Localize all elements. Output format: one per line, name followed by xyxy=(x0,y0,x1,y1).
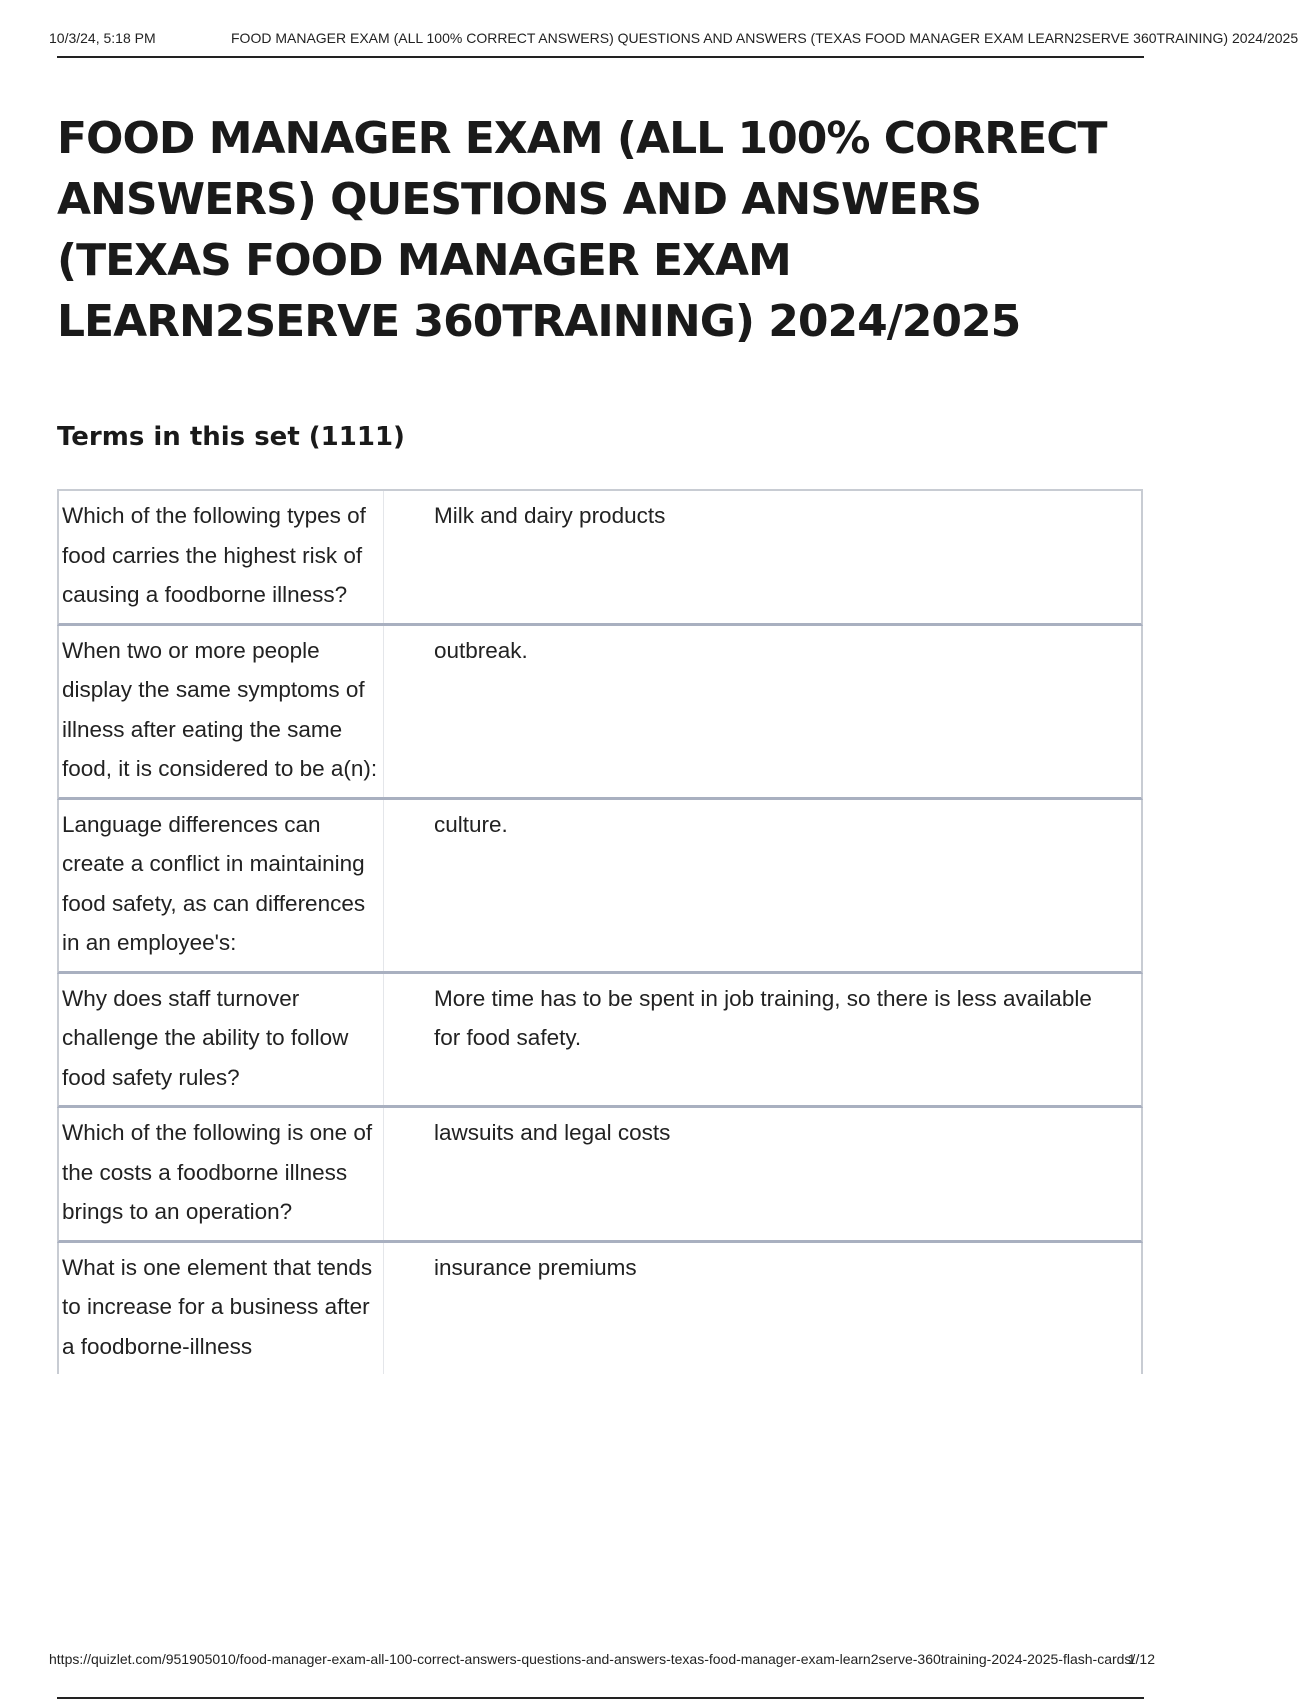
page-title: FOOD MANAGER EXAM (ALL 100% CORRECT ANSWERS) QUESTIONS AND ANSWERS (TEXAS FOOD MANAGER EXAM LEARN2SERVE 360TRAINING) 2024/2025 xyxy=(57,113,1107,347)
term-row xyxy=(57,1108,1143,1243)
term-row xyxy=(57,491,1143,626)
terms-list xyxy=(57,489,1143,1627)
term-question: Language differences can create a conflict in maintaining food safety, as can differences in an employee's: xyxy=(59,800,384,971)
term-question: What is one element that tends to increase for a business after a foodborne-illness xyxy=(59,1243,384,1375)
term-question: Why does staff turnover challenge the ability to follow food safety rules? xyxy=(59,974,384,1106)
term-row xyxy=(57,1243,1143,1375)
term-question: Which of the following is one of the costs a foodborne illness brings to an operation? xyxy=(59,1108,384,1240)
term-answer: culture. xyxy=(434,811,508,837)
print-date: 10/3/24, 5:18 PM xyxy=(49,30,156,46)
page-number: 1/12 xyxy=(1127,1651,1155,1667)
term-row xyxy=(57,626,1143,800)
term-answer: More time has to be spent in job training, so there is less available for food safety. xyxy=(434,985,1092,1050)
print-doc-title: FOOD MANAGER EXAM (ALL 100% CORRECT ANSWERS) QUESTIONS AND ANSWERS (TEXAS FOOD MANAGER EXAM LEARN2SERVE 360TRAINING) 2024/2025 xyxy=(231,30,1298,46)
page-url: https://quizlet.com/951905010/food-manager-exam-all-100-correct-answers-questions-and-answers-texas-food-manager-exam-learn2serve-360training-2024-2025-flash-cards/ xyxy=(49,1651,1136,1667)
term-answer: outbreak. xyxy=(434,637,528,663)
term-answer: insurance premiums xyxy=(434,1254,637,1280)
term-question: Which of the following types of food carries the highest risk of causing a foodborne illness? xyxy=(59,491,384,623)
term-answer: lawsuits and legal costs xyxy=(434,1120,671,1145)
terms-heading: Terms in this set (1111) xyxy=(57,422,405,452)
term-row xyxy=(57,800,1143,974)
header-divider xyxy=(57,56,1144,58)
term-answer: Milk and dairy products xyxy=(434,503,666,528)
term-question: When two or more people display the same symptoms of illness after eating the same food, it is considered to be a(n): xyxy=(59,626,384,797)
footer-divider xyxy=(57,1697,1144,1699)
term-row xyxy=(57,974,1143,1109)
